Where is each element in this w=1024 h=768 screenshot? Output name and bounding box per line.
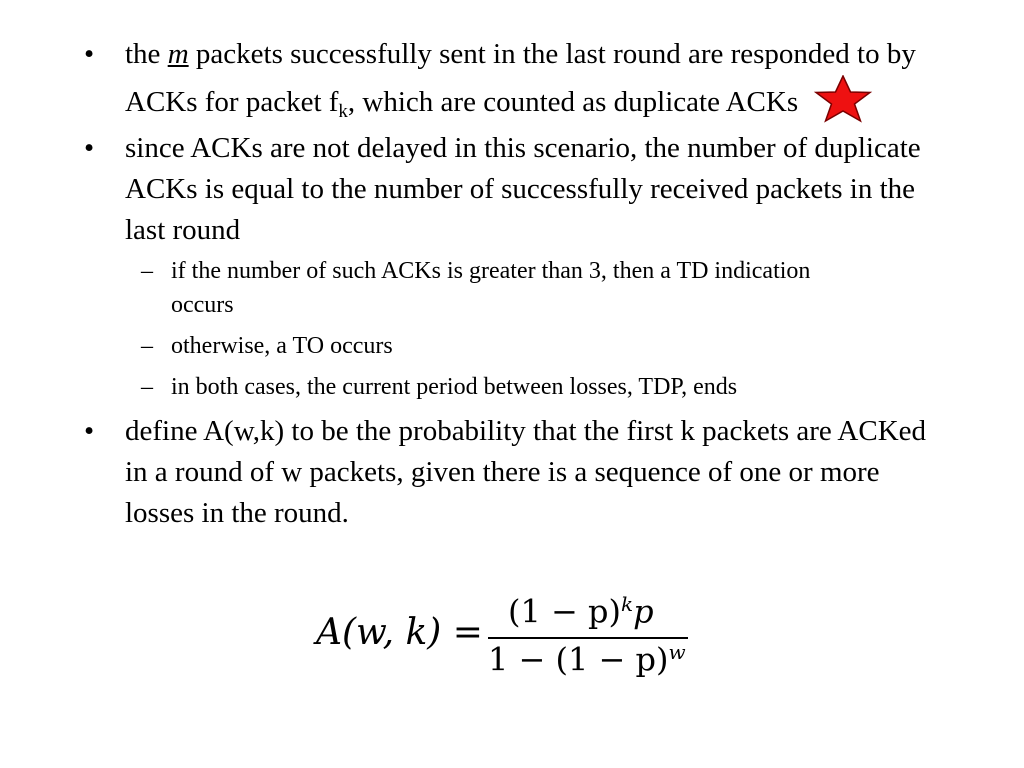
sub-bullet-dash: – [141,374,153,400]
subscript-k: k [338,101,348,122]
bullet-list [0,34,1024,539]
bullet-dot: • [84,415,95,447]
denominator-exponent: w [668,640,686,664]
formula-numerator [508,592,654,631]
numerator-exponent: k [620,592,634,616]
sub-bullet-list [125,254,944,404]
bullet-1-mid: packets successfully sent in the last round are responded to by ACKs for packet f [125,38,916,118]
bullet-1-pre: the [125,38,168,70]
sub-bullet-3-text: in both cases, the current period between losses, TDP, ends [171,374,738,400]
sub-bullet-td-indication [0,254,944,322]
red-star-icon [812,75,874,123]
bullet-item-define-awk [0,411,1024,534]
bullet-1-post: , which are counted as duplicate ACKs [347,86,799,118]
formula-denominator [488,640,686,679]
numerator-tail: p [633,592,654,631]
bullet-item-duplicate-acks [0,34,1024,123]
bullet-dot: • [84,38,95,70]
numerator-base: (1 − p) [508,592,621,631]
bullet-2-text: since ACKs are not delayed in this scenario, the number of duplicate ACKs is equal to the number of successfully received packets in the last round [125,132,921,246]
formula-lhs: A(w, k) = [316,612,483,653]
bullet-dot: • [84,132,95,164]
sub-bullet-to-occurs [0,329,944,363]
sub-bullet-2-text: otherwise, a TO occurs [171,333,393,359]
sub-bullet-tdp-ends [0,370,944,404]
denominator-base: 1 − (1 − p) [488,640,669,679]
bullet-item-acks-not-delayed [0,128,1024,404]
sub-bullet-1-text: if the number of such ACKs is greater than 3, then a TD indication occurs [171,258,811,318]
sub-bullet-dash: – [141,258,153,284]
probability-formula [316,592,696,692]
fraction-bar [488,637,688,639]
variable-m: m [167,38,189,70]
sub-bullet-dash: – [141,333,153,359]
bullet-3-text: define A(w,k) to be the probability that the first k packets are ACKed in a round of w packets, given there is a sequence of one or more losses in the round. [125,415,927,529]
